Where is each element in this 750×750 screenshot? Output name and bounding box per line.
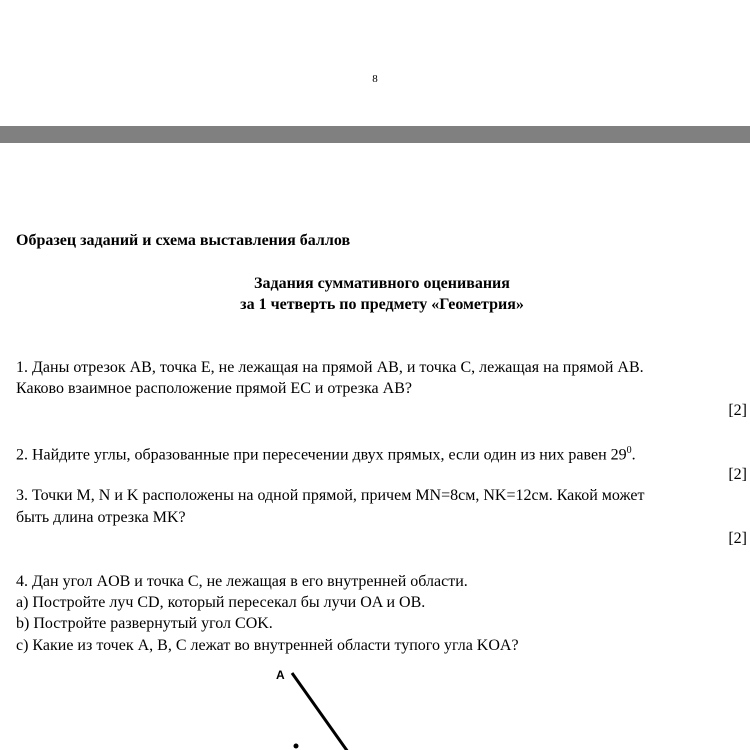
section-heading: Образец заданий и схема выставления баллов bbox=[16, 232, 351, 249]
document-title-line-1: Задания суммативного оценивания bbox=[254, 275, 510, 292]
task-3-line-1: 3. Точки M, N и K расположены на одной прямой, причем MN=8см, NK=12см. Какой может bbox=[16, 487, 645, 504]
task-2-period: . bbox=[631, 446, 636, 464]
task-4-line-c: c) Какие из точек A, B, C лежат во внутренней области тупого угла KOA? bbox=[16, 637, 519, 654]
ray-oa bbox=[292, 673, 348, 750]
gray-band bbox=[0, 126, 750, 143]
angle-drawing bbox=[260, 660, 380, 750]
degree-superscript: 0 bbox=[626, 445, 632, 456]
point-dot bbox=[294, 744, 299, 749]
task-1-line-2: Каково взаимное расположение прямой EC и отрезка AB? bbox=[16, 380, 412, 397]
task-2-score: [2] bbox=[728, 466, 747, 483]
task-3-score: [2] bbox=[728, 530, 747, 547]
page-number: 8 bbox=[372, 73, 378, 85]
task-4-line-b: b) Постройте развернутый угол COK. bbox=[16, 615, 273, 632]
task-4-line-1: 4. Дан угол AOB и точка C, не лежащая в его внутренней области. bbox=[16, 573, 468, 590]
document-title-line-2: за 1 четверть по предмету «Геометрия» bbox=[240, 296, 524, 313]
point-a-label: A bbox=[276, 668, 285, 682]
task-4-line-a: a) Постройте луч CD, который пересекал бы лучи OA и OB. bbox=[16, 594, 426, 611]
task-1-line-1: 1. Даны отрезок AB, точка E, не лежащая на прямой AB, и точка C, лежащая на прямой AB. bbox=[16, 359, 644, 376]
task-1-score: [2] bbox=[728, 402, 747, 419]
task-2-line-1 bbox=[16, 445, 636, 464]
task-3-line-2: быть длина отрезка MK? bbox=[16, 509, 186, 526]
task-2-text: 2. Найдите углы, образованные при пересечении двух прямых, если один из них равен 29 bbox=[16, 446, 627, 464]
